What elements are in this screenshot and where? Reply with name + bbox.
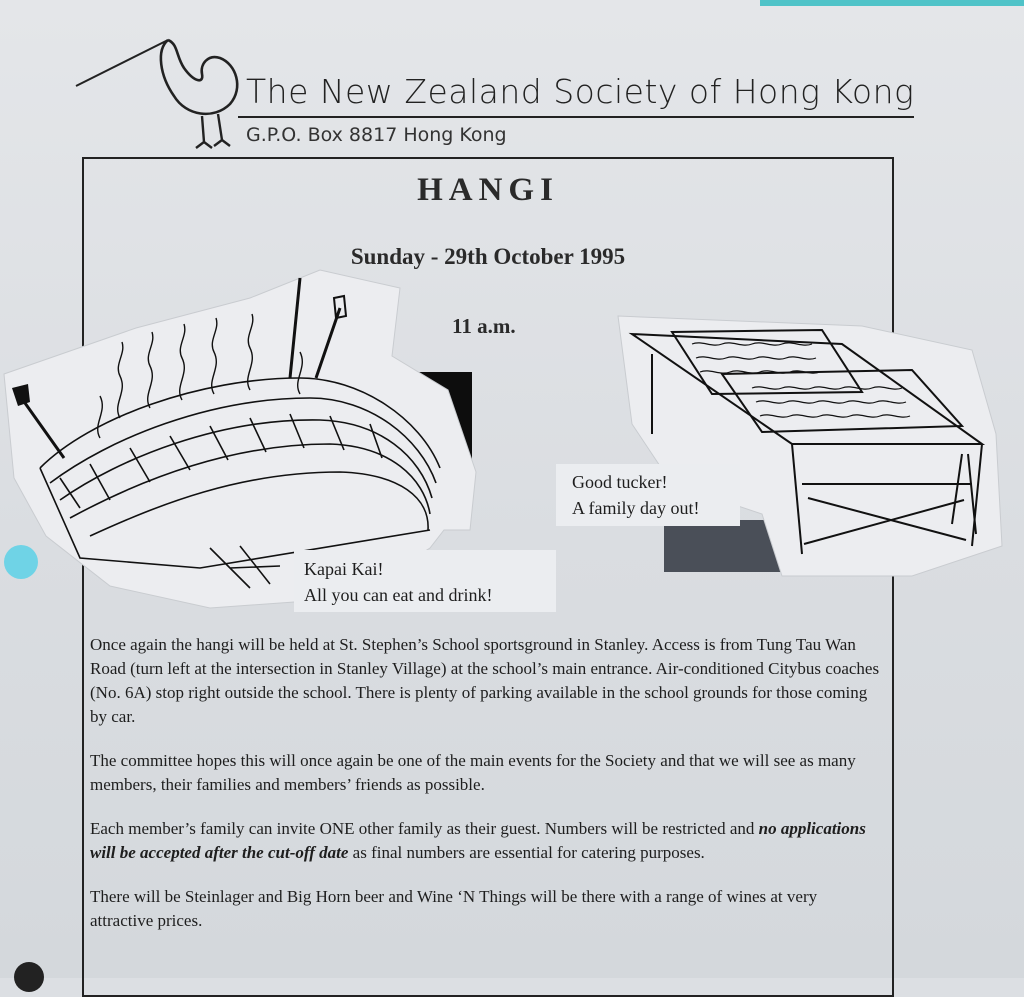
food-trays-table-illustration — [612, 314, 1008, 584]
paragraph-access: Once again the hangi will be held at St. Stephen’s School sportsground in Stanley. Access is from Tung Tau Wan Road (turn left at the intersection in Stanley Village) at the school’s main entrance. Air-conditioned Citybus coaches (No. 6A) stop right outside the school. There is plenty of parking available in the school grounds for those coming by car. — [90, 635, 880, 726]
paragraph-guests — [90, 817, 880, 865]
background-strip — [760, 0, 1024, 6]
society-name: The New Zealand Society of Hong Kong — [246, 72, 915, 111]
caption-line: Kapai Kai! — [304, 559, 384, 579]
kiwi-bird-icon — [72, 24, 242, 154]
header-divider — [238, 116, 914, 118]
paragraph-committee: The committee hopes this will once again be one of the main events for the Society and that we will see as many members, their families and members’ friends as possible. — [90, 751, 856, 794]
flyer-body-main — [90, 633, 880, 953]
event-time: 11 a.m. — [452, 314, 516, 338]
punch-hole — [14, 962, 44, 992]
emphasis-text: no applications will be accepted after the cut-off date — [90, 819, 866, 862]
event-title: HANGI — [417, 172, 559, 208]
caption-line: Good tucker! — [572, 472, 668, 492]
text-run: as final numbers are essential for catering purposes. — [348, 843, 705, 862]
society-address: G.P.O. Box 8817 Hong Kong — [246, 124, 507, 146]
caption-line: All you can eat and drink! — [304, 585, 493, 605]
event-date: Sunday - 29th October 1995 — [350, 244, 626, 269]
paragraph-drinks: There will be Steinlager and Big Horn beer and Wine ‘N Things will be there with a range of wines at very attractive prices. — [90, 887, 818, 930]
caption-line: A family day out! — [572, 498, 700, 518]
text-run: Each member’s family can invite ONE other family as their guest. Numbers will be restricted and — [90, 819, 759, 838]
